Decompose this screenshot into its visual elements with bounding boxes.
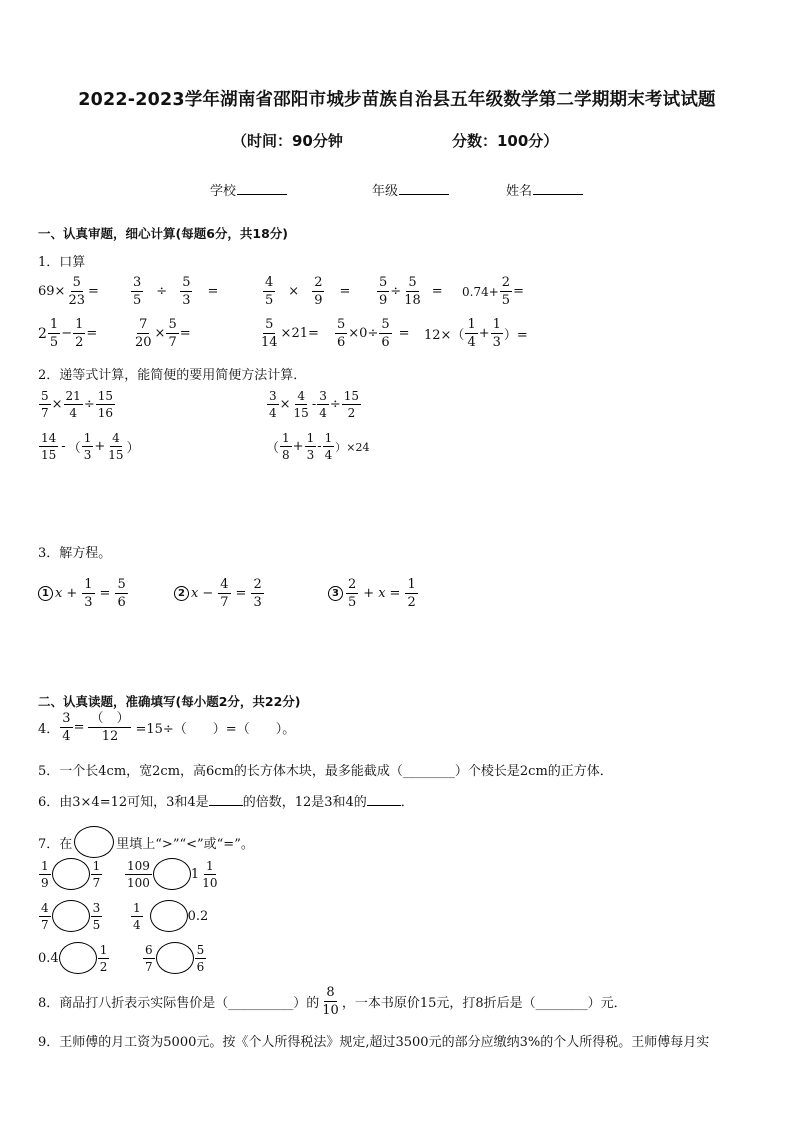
calc-1-2: $\frac{3}{5}$ ÷ $\frac{5}{3}$ = (133, 275, 219, 308)
compare-circle-5[interactable] (59, 942, 97, 974)
equation-2: 2 x − $\frac{4}{7}$ = $\frac{2}{3}$ (174, 578, 265, 609)
compare-3: $\frac{4}{7}$ $\frac{3}{5}$ (41, 900, 101, 932)
q6-blank-1[interactable] (209, 805, 243, 806)
calc-2-3: $\frac{5}{14}$ ×21= (261, 317, 319, 350)
school-label: 学校 (210, 184, 237, 199)
calc-1-4: $\frac{5}{9}$ ÷ $\frac{5}{18}$ = (379, 275, 443, 308)
grade-field[interactable] (372, 180, 449, 199)
name-blank[interactable] (533, 182, 583, 195)
section-2-heading: 二、认真读题，准确填写(每小题2分，共22分) (38, 694, 301, 709)
page-title: 2022-2023学年湖南省邵阳市城步苗族自治县五年级数学第二学期期末考试试题 (78, 90, 716, 110)
calc-1-1: 69× $\frac{5}{23}$ = (38, 275, 99, 308)
calc-q2-3: $\frac{14}{15}$ - （ $\frac{1}{3}$ + $\frac{4}{15}$ ） (41, 431, 140, 462)
compare-5: 0.4 $\frac{1}{2}$ (38, 942, 108, 974)
name-label: 姓名 (506, 184, 533, 199)
question-1: 1．口算 (38, 255, 86, 270)
calc-2-2: $\frac{7}{20}$ × $\frac{5}{7}$ = (135, 317, 191, 350)
compare-circle-example (74, 826, 114, 858)
calc-1-5: 0.74+ $\frac{2}{5}$ = (462, 275, 524, 308)
equation-3: 3 $\frac{2}{5}$ + x = $\frac{1}{2}$ (328, 578, 419, 609)
name-field[interactable] (506, 180, 583, 199)
question-7: 7．在 里填上“>”“<”或“=”。 (38, 826, 254, 858)
compare-circle-1[interactable] (52, 858, 90, 890)
question-8: 8．商品打八折表示实际售价是（__________）的 $\frac{8}{10}$ ，一本书原价15元，打8折后是（________）元． (38, 985, 627, 1018)
compare-circle-3[interactable] (52, 900, 90, 932)
compare-1: $\frac{1}{9}$ $\frac{1}{7}$ (41, 858, 101, 890)
question-6: 6．由3×4=12可知，3和4是 的倍数，12是3和4的 ． (38, 795, 414, 810)
section-1-heading: 一、认真审题，细心计算(每题6分，共18分) (38, 226, 289, 241)
equation-1: 1 x + $\frac{1}{3}$ = $\frac{5}{6}$ (38, 578, 129, 609)
school-blank[interactable] (237, 182, 287, 195)
calc-2-4: $\frac{5}{6}$ ×0÷ $\frac{5}{6}$ = (337, 317, 410, 350)
calc-2-5: 12×（ $\frac{1}{4}$ + $\frac{1}{3}$ ）= (424, 317, 528, 350)
q6-blank-2[interactable] (367, 805, 401, 806)
question-5: 5．一个长4cm，宽2cm，高6cm的长方体木块，最多能截成（________）个棱长是2cm的正方体． (38, 764, 613, 779)
calc-q2-4: （ $\frac{1}{8}$ + $\frac{1}{3}$ - $\frac{1}{4}$ ）×24 (266, 431, 370, 462)
calc-q2-2: $\frac{3}{4}$ × $\frac{4}{15}$ - $\frac{3}{4}$ ÷ $\frac{15}{2}$ (269, 389, 360, 420)
school-field[interactable] (210, 180, 287, 199)
calc-1-3: $\frac{4}{5}$ × $\frac{2}{9}$ = (265, 275, 351, 308)
question-3: 3．解方程。 (38, 546, 112, 561)
compare-4: $\frac{1}{4}$ 0.2 (133, 900, 209, 932)
question-9: 9．王师傅的月工资为5000元。按《个人所得税法》规定,超过3500元的部分应缴纳3%的个人所得税。王师傅每月实 (38, 1035, 710, 1050)
grade-label: 年级 (372, 184, 399, 199)
compare-circle-4[interactable] (150, 900, 188, 932)
grade-blank[interactable] (399, 182, 449, 195)
time-label: （时间：90分钟 (232, 132, 343, 150)
calc-q2-1: $\frac{5}{7}$ × $\frac{21}{4}$ ÷ $\frac{15}{16}$ (41, 389, 114, 420)
compare-2: $\frac{109}{100}$ 1 $\frac{1}{10}$ (127, 858, 218, 890)
calc-2-1: 2 $\frac{1}{5}$ − $\frac{1}{2}$ = (38, 317, 98, 350)
score-label: 分数：100分） (452, 132, 559, 150)
compare-6: $\frac{6}{7}$ $\frac{5}{6}$ (145, 942, 205, 974)
compare-circle-2[interactable] (153, 858, 191, 890)
question-4: 4． $\frac{3}{4}$ = $\frac{( )}{12}$ =15÷（ ）=（ ）。 (38, 711, 296, 744)
question-2: 2．递等式计算，能简便的要用简便方法计算． (38, 368, 307, 383)
compare-circle-6[interactable] (156, 942, 194, 974)
